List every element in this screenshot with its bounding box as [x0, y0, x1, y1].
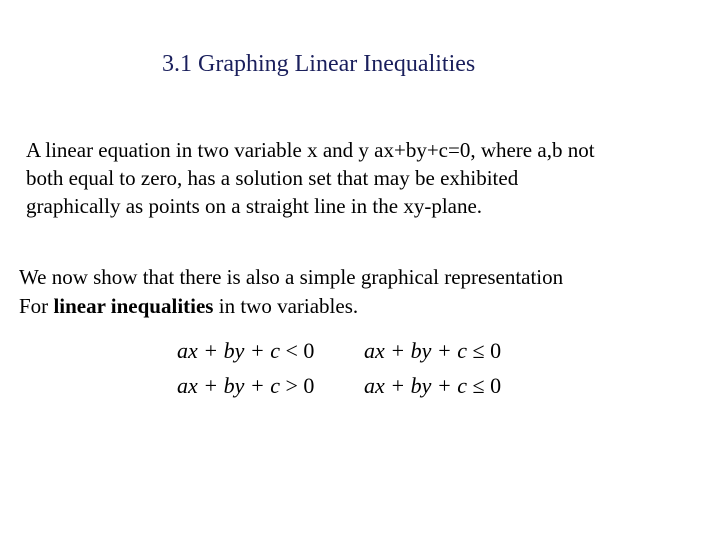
formula-rhs: 0 — [490, 373, 502, 398]
paragraph-line: graphically as points on a straight line in the xy-plane. — [26, 194, 483, 218]
inequality-formula — [364, 337, 501, 365]
slide-title: 3.1 Graphing Linear Inequalities — [162, 51, 476, 77]
formula-rhs: 0 — [303, 338, 315, 363]
inequality-formula — [177, 337, 314, 365]
formula-operator: ≤ — [472, 373, 485, 398]
paragraph-linear-equation — [26, 136, 706, 220]
formula-rhs: 0 — [303, 373, 315, 398]
formula-lhs: ax + by + c — [177, 373, 280, 398]
formula-operator: > — [285, 373, 298, 398]
formula-lhs: ax + by + c — [364, 373, 467, 398]
paragraph-line — [19, 292, 709, 321]
text-segment: in two variables. — [213, 294, 359, 318]
formula-operator: < — [285, 338, 298, 363]
text-segment: For — [19, 294, 54, 318]
formula-operator: ≤ — [472, 338, 485, 363]
formula-rhs: 0 — [490, 338, 502, 363]
paragraph-line: We now show that there is also a simple graphical representation — [19, 265, 564, 289]
formula-lhs: ax + by + c — [364, 338, 467, 363]
formula-lhs: ax + by + c — [177, 338, 280, 363]
paragraph-linear-inequalities — [19, 263, 709, 321]
inequality-formula — [177, 372, 314, 400]
bold-term: linear inequalities — [53, 294, 214, 318]
inequality-formula — [364, 372, 501, 400]
paragraph-line: both equal to zero, has a solution set that may be exhibited — [26, 166, 519, 190]
paragraph-line: A linear equation in two variable x and y ax+by+c=0, where a,b not — [26, 138, 595, 162]
